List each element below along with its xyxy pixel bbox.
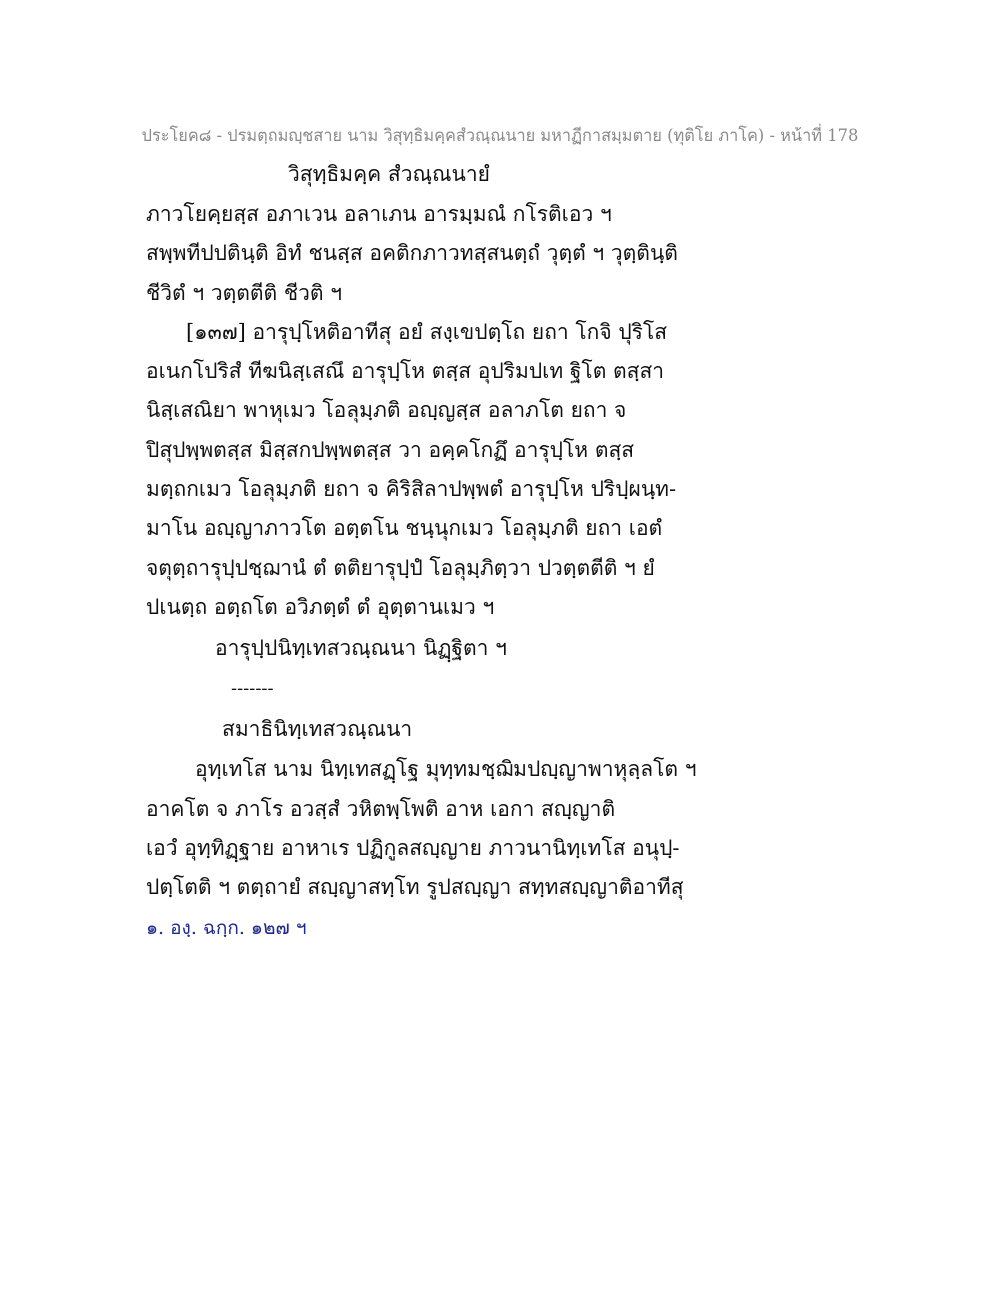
- separator: -------: [231, 678, 274, 699]
- running-header: ประโยค๘ - ปรมตฺถมญฺชสาย นาม วิสุทฺธิมคฺคสํวณฺณนาย มหาฏีกาสมฺมตาย (ทุติโย ภาโค) - หน้าที่ 178: [141, 126, 859, 146]
- footnote: ๑. องฺ. ฉกฺก. ๑๒๗ ฯ: [146, 917, 307, 939]
- text-line: มตฺถกเมว โอลุมฺภติ ยถา จ คิริสิลาปพฺพตํ อารุปฺโห ปริปฺผนฺท-: [146, 477, 677, 501]
- text-line: เอวํ อุทฺทิฏฺฐาย อาหาเร ปฏิกูลสญฺญาย ภาวนานิทฺเทโส อนุปฺ-: [146, 836, 680, 860]
- section-title: วิสุทฺธิมคฺค สํวณฺณนายํ: [288, 162, 490, 186]
- text-line: ปิสุปพฺพตสฺส มิสฺสกปพฺพตสฺส วา อคฺคโกฏึ อารุปฺโห ตสฺส: [146, 438, 635, 462]
- text-line: อาคโต จ ภาโร อวสฺสํ วหิตพฺโพติ อาห เอกา สญฺญาติ: [146, 797, 616, 821]
- text-line: สพฺพทีปปตินฺติ อิทํ ชนสฺส อคติกภาวทสฺสนตฺถํ วุตฺตํ ฯ วุตฺตินฺติ: [146, 241, 678, 265]
- text-line: นิสฺเสณิยา พาหุเมว โอลุมฺภติ อญฺญสฺส อลาภโต ยถา จ: [146, 398, 627, 422]
- paragraph-start-line: อุทฺเทโส นาม นิทฺเทสฏฺโฐ มุทฺทมชฺฌิมปญฺญาพาหุลฺลโต ฯ: [195, 757, 697, 781]
- next-section-title: สมาธินิทฺเทสวณฺณนา: [222, 717, 413, 741]
- text-line: ภาวโยคฺยสฺส อภาเวน อลาเภน อารมฺมณํ กโรติเอว ฯ: [146, 202, 612, 226]
- text-line: ปเนตฺถ อตฺถโต อวิภตฺตํ ตํ อุตฺตานเมว ฯ: [146, 595, 495, 619]
- text-line: ปตฺโตติ ฯ ตตฺถายํ สญฺญาสทฺโท รูปสญฺญา สทฺทสญฺญาติอาทีสุ: [146, 875, 684, 899]
- text-line: มาโน อญฺญาภาวโต อตฺตโน ชนฺนุกเมว โอลุมฺภติ ยถา เอตํ: [146, 516, 663, 540]
- closing-line: อารุปฺปนิทฺเทสวณฺณนา นิฏฺฐิตา ฯ: [215, 636, 507, 660]
- text-line: ชีวิตํ ฯ วตฺตตีติ ชีวติ ฯ: [146, 281, 342, 305]
- paragraph-start-line: [๑๓๗] อารุปฺโหติอาทีสุ อยํ สงฺเขปตฺโถ ยถา โกจิ ปุริโส: [186, 320, 668, 344]
- text-line: อเนกโปริสํ ทีฆนิสฺเสณึ อารุปฺโห ตสฺส อุปริมปเท ฐิโต ตสฺสา: [146, 359, 665, 383]
- text-line: จตุตฺถารุปฺปชฺฌานํ ตํ ตติยารุปฺปํ โอลุมฺภิตฺวา ปวตฺตตีติ ฯ ยํ: [146, 556, 655, 580]
